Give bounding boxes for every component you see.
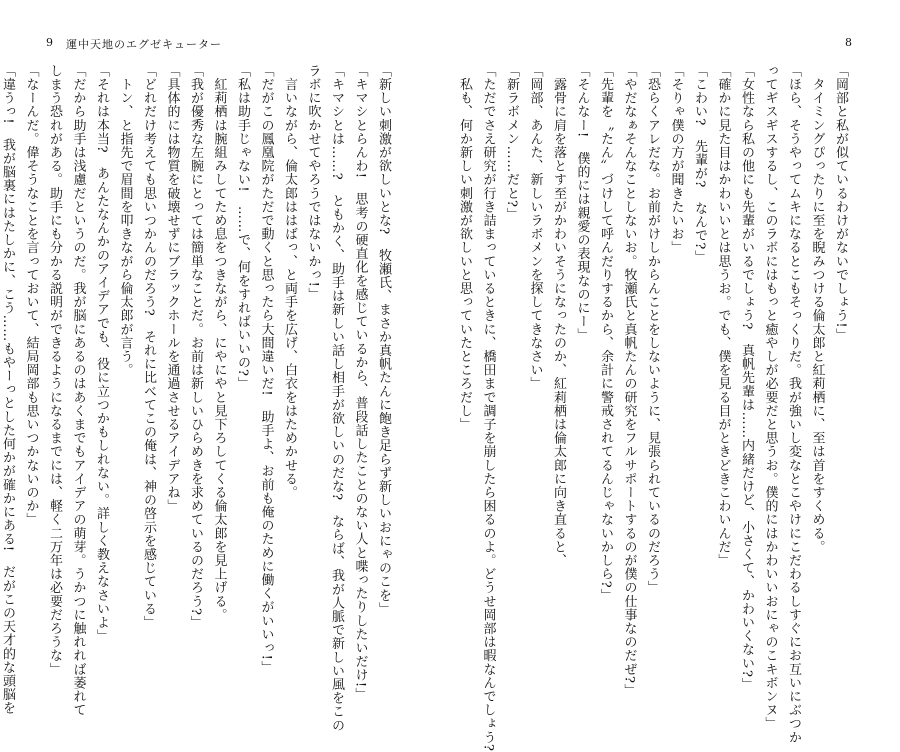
- text-line: タイミングぴったりに至を睨みつける倫太郎と紅莉栖に、至は首をすくめる。: [809, 64, 825, 554]
- text-line: 「こわい? 先輩が? なんで?」: [692, 64, 707, 264]
- text-line: ラボに吹かせてやろうではないかっ!」: [305, 64, 321, 302]
- text-line: 露骨に肩を落とす至がかわいそうになったのか、紅莉栖は倫太郎に向き直ると、: [551, 64, 566, 568]
- text-line: 「新しい刺激が欲しいとな? 牧瀬氏、まさか真帆たんに飽き足らず新しいおにゃのこを」: [376, 64, 391, 616]
- text-line: 「そんなー! 僕的には親愛の表現なのにー」: [574, 64, 590, 342]
- right-page-text: [457, 64, 852, 752]
- text-line: 「岡部と私が似ているわけがないでしょう!」: [833, 64, 848, 342]
- right-page-number: 8: [845, 36, 853, 49]
- text-line: 「ほら、そうやってムキになるとこもそっくりだ。我が強いし変なとこやけにこだわるしすぐにお互いにぶつか: [786, 64, 801, 744]
- text-line: 「先輩を〝たん〟づけして呼んだりするから、余計に警戒されてるんじゃないかしら?」: [598, 64, 613, 602]
- text-line: 「だがこの鳳凰院がただで動くと思ったら大間違いだ! 助手よ、お前も俺のために働くがいいっ!」: [258, 64, 274, 675]
- text-line: 「だから助手は浅慮だというのだ。我が脳にあるのはあくまでもアイデアの萌芽。うかつに触れれば萎れて: [70, 64, 86, 717]
- text-line: 「キマシとらんわ! 思考の硬直化を感じているから、普段話したことのない人と喋ったりしたいだけ!」: [352, 64, 368, 702]
- text-line: 紅莉栖は腕組みしてため息をつきながら、にやにやと見下ろしてくる倫太郎を見上げる。: [211, 64, 227, 622]
- text-line: 「恐らくアレだな。お前がけしからんことをしないように、見張られているのだろう」: [645, 64, 660, 595]
- text-line: トン、と指先で眉間を叩きながら倫太郎が言う。: [117, 64, 133, 377]
- text-line: 「確かに見た目はかわいいとは思うお。でも、僕を見る目がときどきこわいんだ」: [715, 64, 731, 568]
- text-line: ってギスギスするし、このラボにはもっと癒やしが必要だと思うお。僕的にはかわいいおにゃのこキボンヌ」: [762, 64, 778, 731]
- text-line: 「具体的には物質を破壊せずにブラックホールを通過させるアイデアね」: [164, 64, 180, 513]
- text-line: 「ただでさえ研究が行き詰まっているときに、橋田まで調子を崩したら困るのよ。どうせ岡部は暇なんでしょう?: [480, 64, 496, 752]
- left-page-text: [0, 64, 395, 732]
- text-line: 「やだなぁそんなことしないお。牧瀬氏と真帆たんの研究をフルサポートするのが僕の仕事なのだぜ?」: [621, 64, 637, 698]
- text-line: 「新ラボメン……だと?」: [504, 64, 519, 222]
- text-line: 私も、何か新しい刺激が欲しいと思っていたところだし」: [457, 64, 472, 432]
- running-title: 運中天地のエグゼキューター: [66, 38, 222, 51]
- text-line: 「女性なら私の他にも先輩がいるでしょう? 真帆先輩は……内緒だけど、小さくて、かわいくない?」: [739, 64, 754, 692]
- text-line: 「岡部、あんた、新しいラボメンを探してきなさい」: [527, 64, 543, 391]
- text-line: 「それは本当? あんたなんかのアイデアでも、役に立つかもしれない。詳しく教えなさいよ」: [94, 64, 109, 643]
- text-line: 言いながら、倫太郎ははばっ、と両手を広げ、白衣をはためかせる。: [282, 64, 297, 500]
- text-line: 「違うっ! 我が脳裏にはたしかに、こう……もやーっとした何かが確かにある! だがこの天才的な頭脳を: [0, 64, 15, 715]
- text-line: 「キマシとは……? ともかく、助手は新しい話し相手が欲しいのだな? ならば、我が人脈で新しい風をこの: [329, 64, 344, 732]
- text-line: 「なーんだ。偉そうなことを言っておいて、結局岡部も思いつかないのか」: [23, 64, 39, 527]
- text-line: しまう恐れがある。助手にも分かる説明ができるようになるまでには、軽く二万年は必要だろうな」: [47, 64, 62, 676]
- text-line: 「我が優秀な左腕にとっては簡単なことだ。お前は新しいひらめきを求めているのだろう?」: [188, 64, 203, 630]
- text-line: 「そりゃ僕の方が聞きたいお」: [668, 64, 684, 255]
- text-line: 「私は助手じゃない! ……で、何をすればいいの?」: [235, 64, 250, 391]
- text-line: 「どれだけ考えても思いつかんのだろう? それに比べてこの俺は、神の啓示を感じている」: [141, 64, 156, 630]
- left-page-number: 9: [46, 36, 54, 49]
